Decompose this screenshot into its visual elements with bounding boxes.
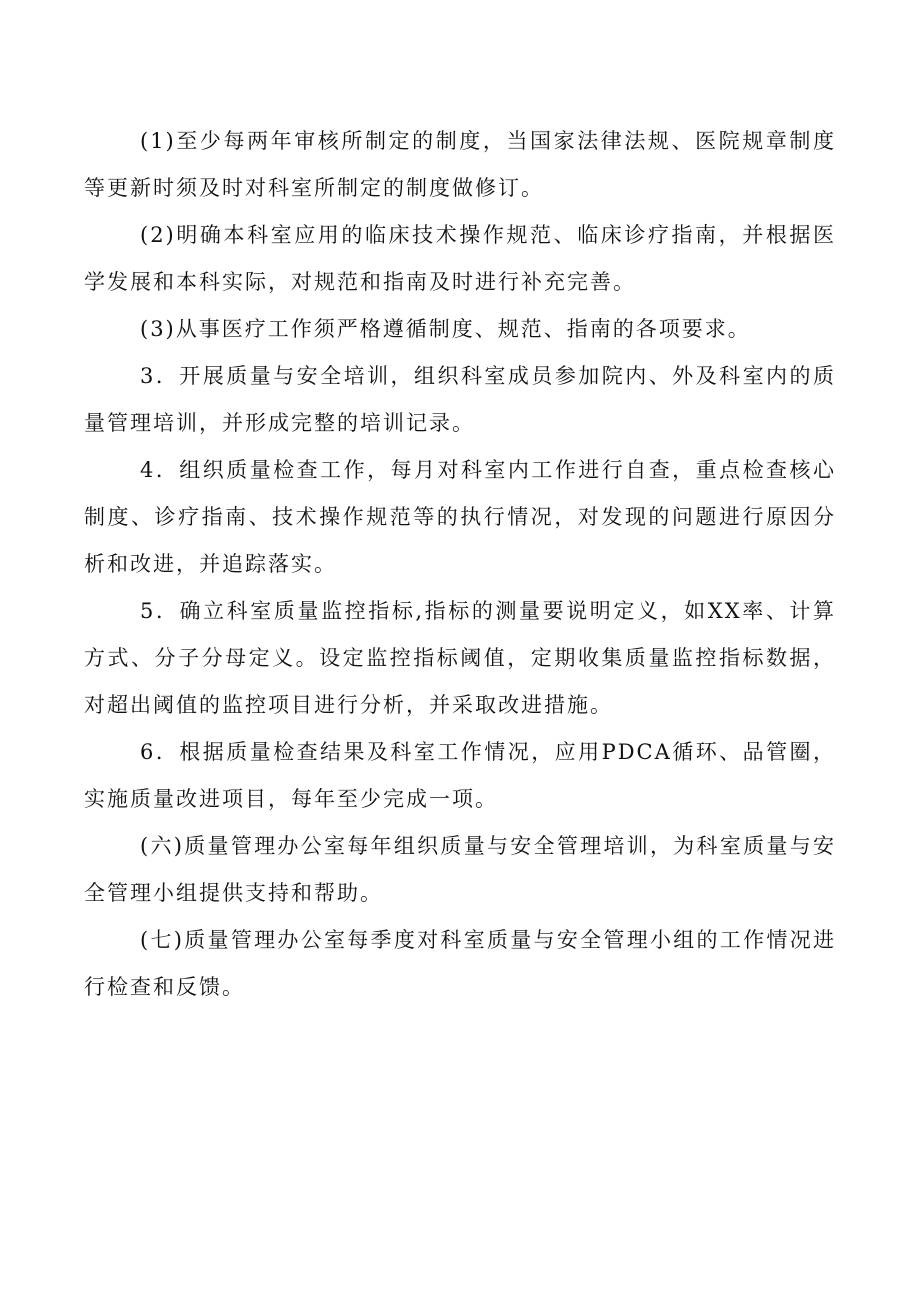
paragraph-quarterly-review: (七)质量管理办公室每季度对科室质量与安全管理小组的工作情况进行检查和反馈。 [84, 928, 836, 999]
paragraph-safety-training: 3．开展质量与安全培训，组织科室成员参加院内、外及科室内的质量管理培训，并形成完整的培训记录。 [84, 364, 836, 435]
paragraph-pdca-improvement: 6．根据质量检查结果及科室工作情况，应用PDCA循环、品管圈，实施质量改进项目，每年至少完成一项。 [84, 740, 836, 811]
paragraph-follow-requirements: (3)从事医疗工作须严格遵循制度、规范、指南的各项要求。 [140, 317, 751, 341]
paragraph-review-regulations: (1)至少每两年审核所制定的制度，当国家法律法规、医院规章制度等更新时须及时对科室所制定的制度做修订。 [84, 129, 836, 200]
paragraph-quality-inspection: 4．组织质量检查工作，每月对科室内工作进行自查，重点检查核心制度、诊疗指南、技术操作规范等的执行情况，对发现的问题进行原因分析和改进，并追踪落实。 [84, 458, 836, 576]
paragraph-office-training: (六)质量管理办公室每年组织质量与安全管理培训，为科室质量与安全管理小组提供支持和帮助。 [84, 834, 836, 905]
paragraph-monitoring-indicators: 5．确立科室质量监控指标,指标的测量要说明定义，如XX率、计算方式、分子分母定义。设定监控指标阈值，定期收集质量监控指标数据，对超出阈值的监控项目进行分析，并采取改进措施。 [84, 599, 836, 717]
document-body [84, 118, 836, 1011]
paragraph-clinical-guidelines: (2)明确本科室应用的临床技术操作规范、临床诊疗指南，并根据医学发展和本科实际，对规范和指南及时进行补充完善。 [84, 223, 836, 294]
